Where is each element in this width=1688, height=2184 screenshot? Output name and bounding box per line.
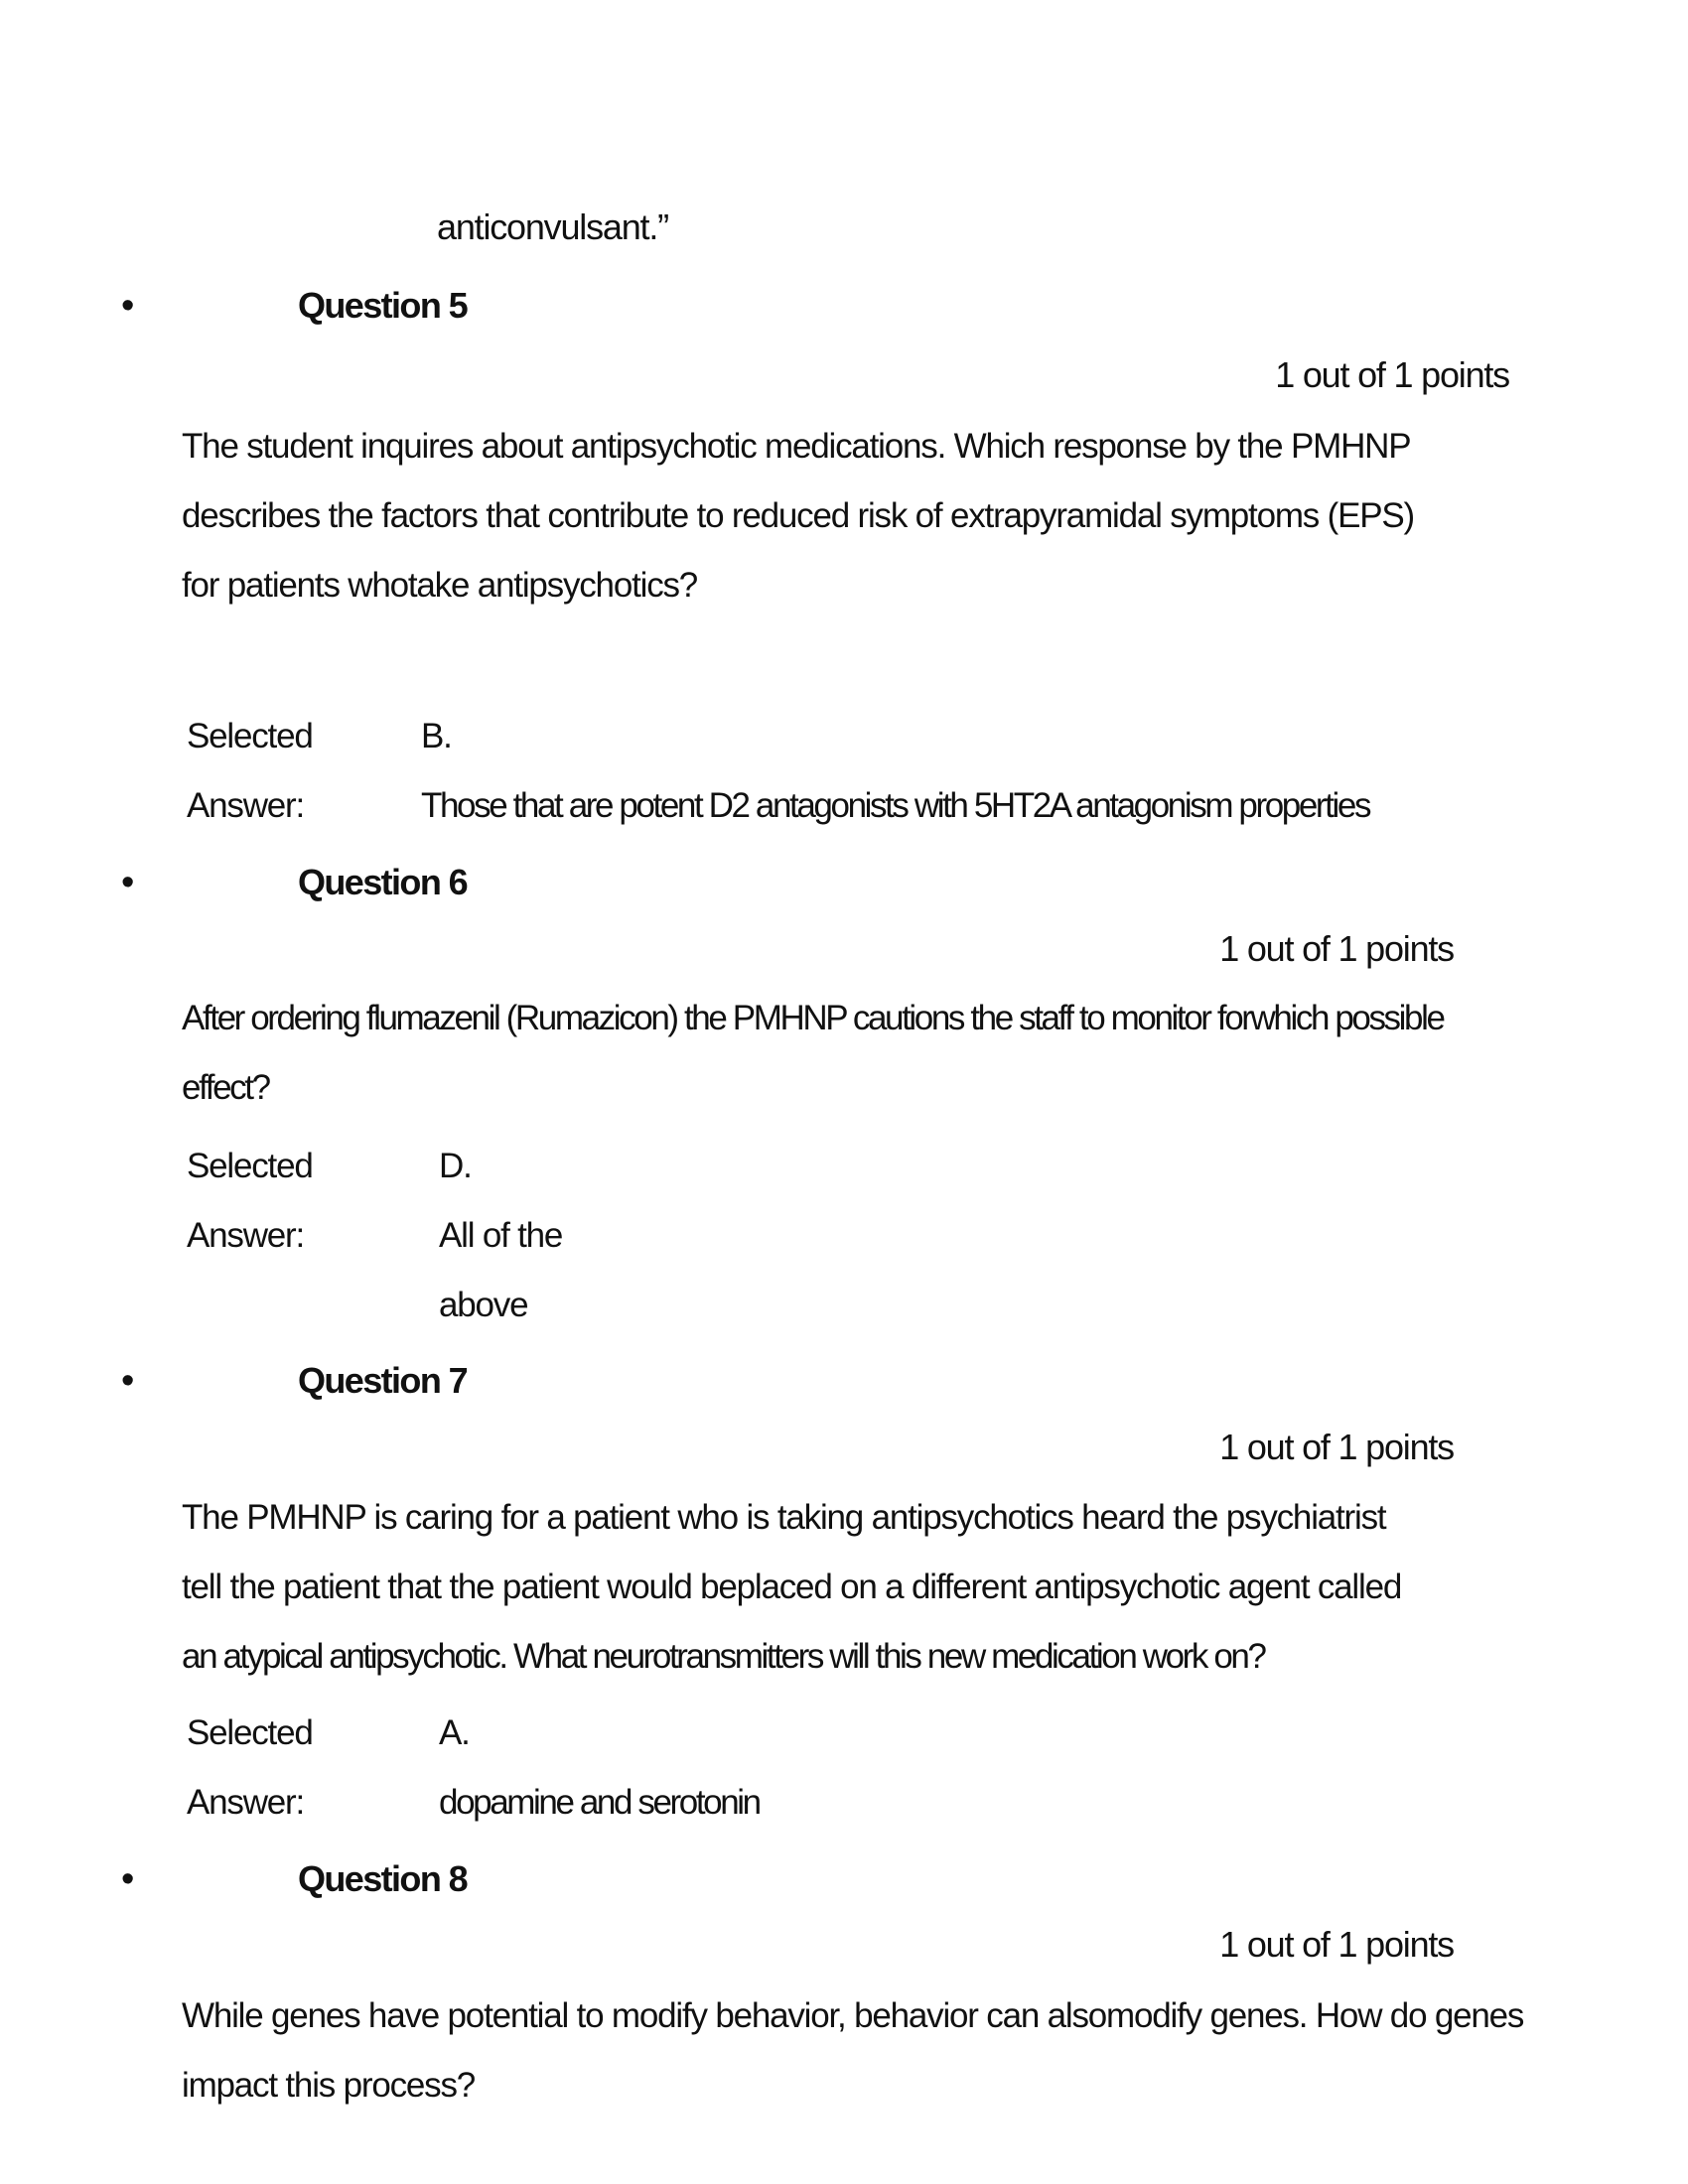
question-text-line: effect? [182, 1068, 269, 1107]
question-text-line: impact this process? [182, 2066, 476, 2105]
question-text [182, 1483, 1552, 1692]
question-text [182, 412, 1552, 620]
answer-label: Answer: [187, 1783, 305, 1822]
answer-label: Answer: [187, 1216, 305, 1255]
answer-text: Those that are potent D2 antagonists with 5HT2A antagonism properties [421, 786, 1370, 825]
question-text-line: tell the patient that the patient would beplaced on a different antipsychotic agent called [182, 1568, 1402, 1606]
answer-text: dopamine and serotonin [439, 1783, 760, 1822]
selected-label: Selected [187, 1713, 313, 1752]
question-text [182, 984, 1552, 1123]
answer-letter: D. [439, 1147, 472, 1185]
continuation-text: anticonvulsant.” [437, 206, 668, 247]
question-text-line: describes the factors that contribute to reduced risk of extrapyramidal symptoms (EPS) [182, 496, 1414, 535]
answer-letter: B. [421, 717, 452, 755]
selected-label: Selected [187, 717, 313, 755]
points-label: 1 out of 1 points [1219, 928, 1454, 969]
question-text-line: After ordering flumazenil (Rumazicon) the PMHNP cautions the staff to monitor forwhich possible [182, 999, 1444, 1037]
question-text-line: The PMHNP is caring for a patient who is taking antipsychotics heard the psychiatrist [182, 1498, 1386, 1537]
question-title: Question 5 [298, 285, 468, 326]
question-text-line: an atypical antipsychotic. What neurotransmitters will this new medication work on? [182, 1637, 1265, 1676]
bullet-icon: • [121, 1858, 134, 1900]
bullet-icon: • [121, 862, 134, 903]
points-label: 1 out of 1 points [1275, 354, 1509, 395]
points-label: 1 out of 1 points [1219, 1924, 1454, 1965]
answer-text: All of the [439, 1216, 563, 1255]
question-title: Question 8 [298, 1858, 468, 1899]
answer-label: Answer: [187, 786, 305, 825]
question-text [182, 1981, 1552, 2120]
points-label: 1 out of 1 points [1219, 1427, 1454, 1467]
question-title: Question 7 [298, 1360, 468, 1401]
bullet-icon: • [121, 285, 134, 327]
question-text-line: for patients whotake antipsychotics? [182, 566, 698, 605]
selected-label: Selected [187, 1147, 313, 1185]
question-title: Question 6 [298, 862, 468, 902]
question-text-line: While genes have potential to modify behavior, behavior can alsomodify genes. How do genes [182, 1996, 1524, 2035]
answer-letter: A. [439, 1713, 470, 1752]
bullet-icon: • [121, 1360, 134, 1402]
question-text-line: The student inquires about antipsychotic medications. Which response by the PMHNP [182, 427, 1411, 466]
answer-text: above [439, 1286, 528, 1324]
